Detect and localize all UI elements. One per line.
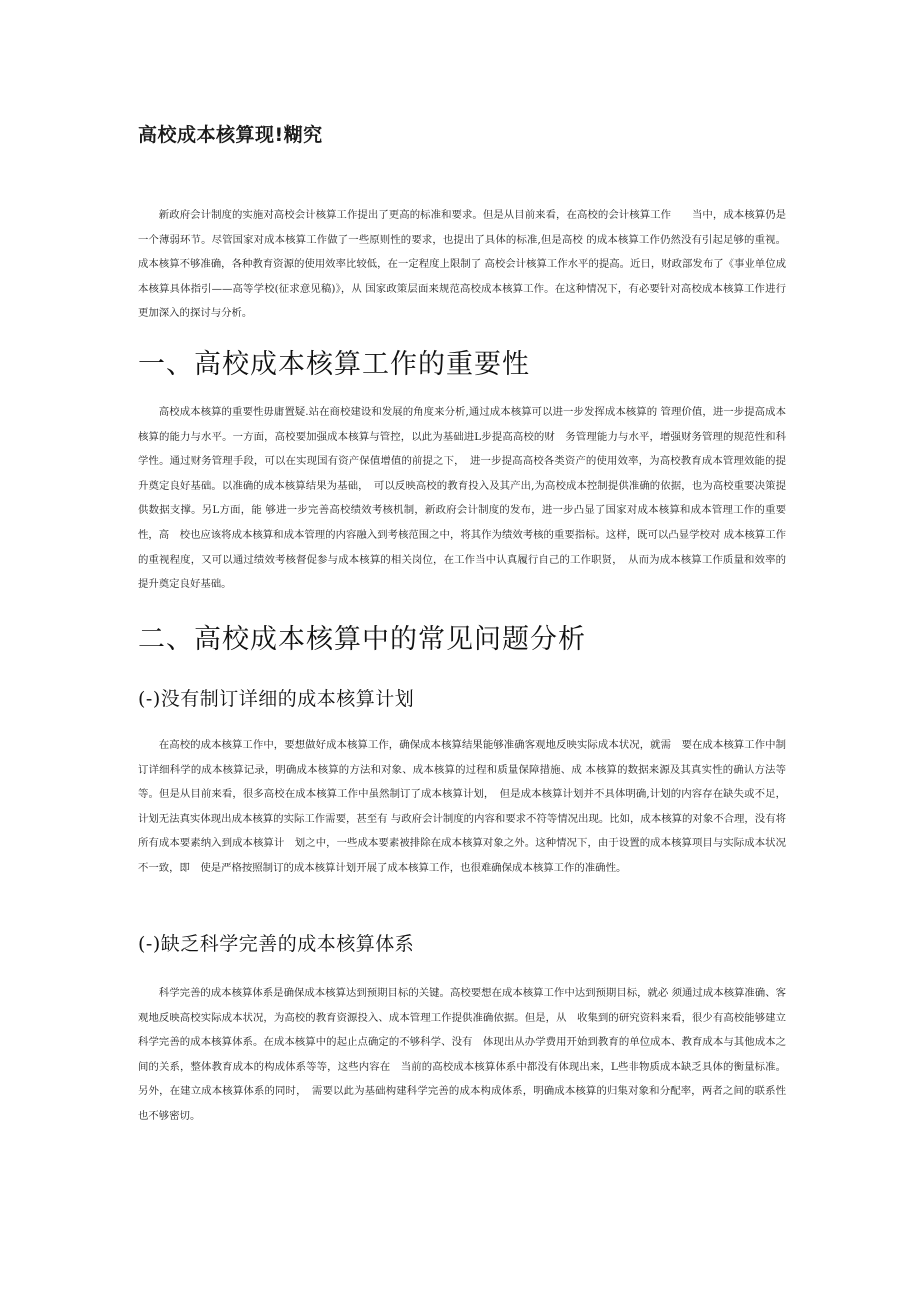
section-heading-problems: 二、高校成本核算中的常见问题分析 [138, 624, 586, 655]
section-paragraph-importance: 高校成本核算的重要性毋庸置疑.站在商校建设和发展的角度来分析,通过成本核算可以进一步发挥成本核算的 管理价值，进一步提高成本核算的能力与水平。一方面，高校要加强成本核算与管控，以此为基础进L步提高高校的财 务管理能力与水平，增强财务管理的规范性和科学性。通过财务管理手段，可以在实现国有资产保值增值的前提之下， 进一步提高高校各类资产的使用效率，为高校教育成本管理效能的提升奠定良好基础。以准确的成本核算结果为基础， 可以反映高校的教育投入及其产出,为高校成本控制提供准确的依据，也为高校重要决策提供数据支撑。另L方面，能 够进一步完善高校绩效考核机制，新政府会计制度的发布，进一步凸显了国家对成本核算和成本管理工作的重要性，高 校也应该将成本核算和成本管理的内容融入到考核范围之中，将其作为绩效考核的重要指标。这样，既可以凸显学校对 成本核算工作的重视程度，又可以通过绩效考核督促参与成本核算的相关岗位，在工作当中认真履行自己的工作职贤， 从而为成本核算工作质量和效率的提升奠定良好基础。 [138, 406, 786, 591]
subsection-paragraph-plan: 在高校的成本核算工作中，要想做好成本核算工作，确保成本核算结果能够准确客观地反映实际成本状况，就需 要在成本核算工作中制订详细科学的成本核算记录，明确成本核算的方法和对象、成本核算的过程和质量保障措施、成 本核算的数据来源及其真实性的确认方法等等。但是从目前来看，很多高校在成本核算工作中虽然制订了成本核算计划， 但是成本核算计划并不具体明确,计划的内容存在缺失或不足，计划无法真实体现出成本核算的实际工作需要，甚至有 与政府会计制度的内容和要求不符等情况出现。比如，成本核算的对象不合理，没有将所有成本要素纳入到成本核算计 划之中，一些成本要素被排除在成本核算对象之外。这种情况下，由于设置的成本核算项目与实际成本状况不一致，即 使是严格按照制订的成本核算计划开展了成本核算工作，也很难确保成本核算工作的准确性。 [138, 739, 786, 874]
subsection-heading-plan: (-)没有制订详细的成本核算计划 [138, 688, 415, 710]
subsection-heading-system: (-)缺乏科学完善的成本核算体系 [138, 933, 415, 955]
document-title: 高校成本核算现!糊究 [138, 124, 323, 146]
section-heading-importance: 一、高校成本核算工作的重要性 [138, 349, 530, 380]
intro-paragraph: 新政府会计制度的实施对高校会计核算工作提出了更高的标准和要求。但是从目前来看，在高校的会计核算工作 当中，成本核算仍是一个薄弱环节。尽管国家对成本核算工作做了一些原则性的要求，也提出了具体的标准,但是高校 的成本核算工作仍然没有引起足够的重视。成本核算不够准确，各种教育资源的使用效率比较低，在一定程度上限制了 高校会计核算工作水平的提高。近日，财政部发布了《事业单位成本核算具体指引——高等学校(征求意见稿)》，从 国家政策层面来规范高校成本核算工作。在这种情况下，有必要针对高校成本核算工作进行更加深入的探讨与分析。 [138, 209, 786, 320]
subsection-paragraph-system: 科学完善的成本核算体系是确保成本核算达到预期目标的关键。高校要想在成本核算工作中达到预期目标，就必 须通过成本核算准确、客观地反映高校实际成本状况，为高校的教育资源投入、成本管理工作提供准确依据。但是，从 收集到的研究资料来看，很少有高校能够建立科学完善的成本核算体系。在成本核算中的起止点确定的不够科学、没有 体现出从办学费用开始到教育的单位成本、教育成本与其他成本之间的关系，整体教育成本的构成体系等等，这些内容在 当前的高校成本核算体系中都没有体现出来，L些非物质成本缺乏具体的衡量标准。另外，在建立成本核算体系的同时， 需要以此为基础构建科学完善的成本构成体系，明确成本核算的归集对象和分配率，两者之间的联系性也不够密切。 [138, 987, 786, 1122]
